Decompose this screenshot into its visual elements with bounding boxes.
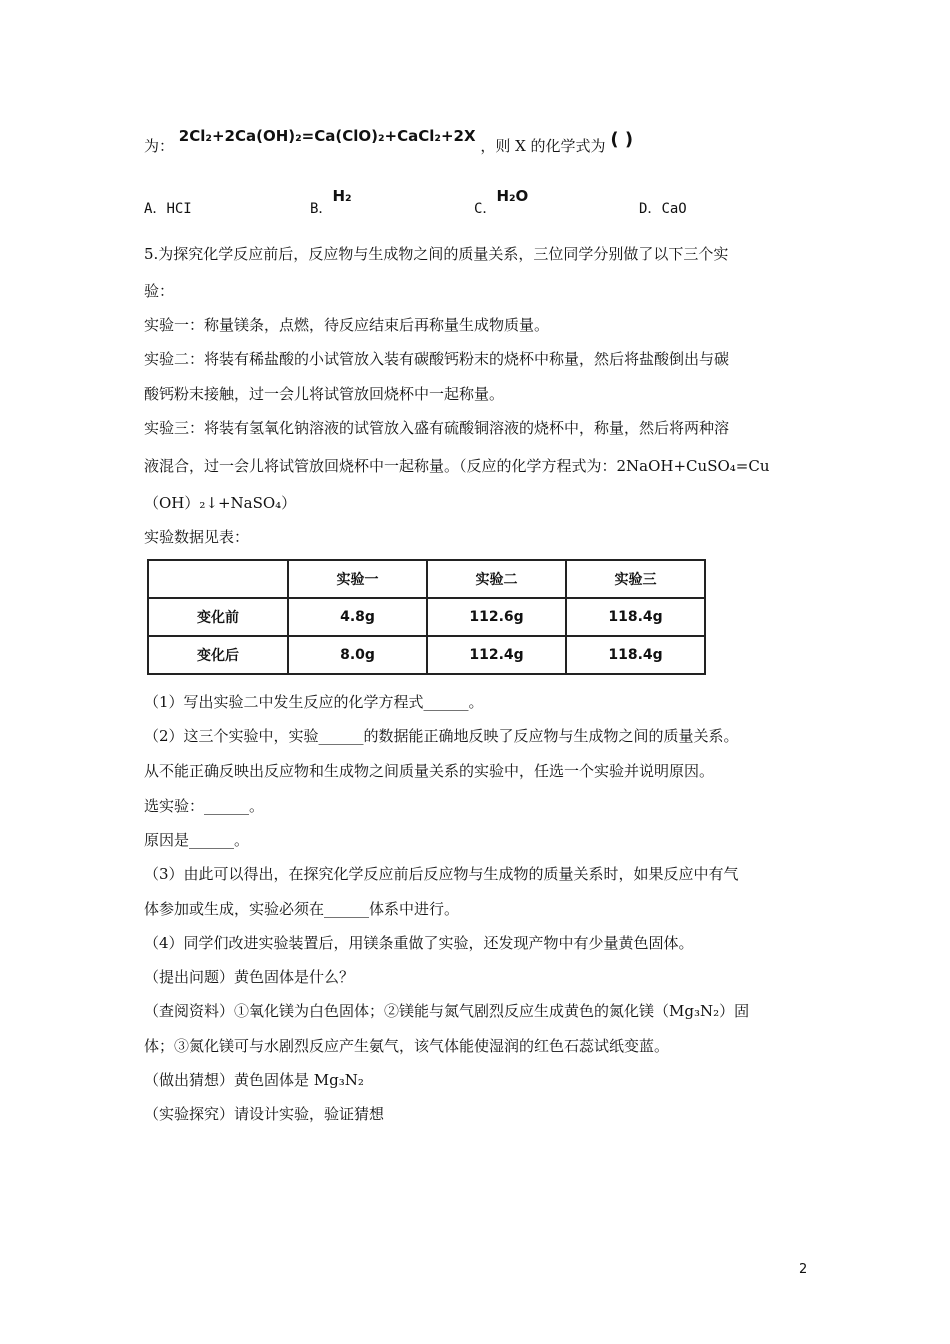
q5-exp2-2: 酸钙粉末接触，过一会儿将试管放回烧杯中一起称量。 (144, 385, 505, 403)
table-cell: 实验一 (288, 560, 427, 598)
table-row (148, 598, 705, 636)
option-label: D． (639, 201, 662, 217)
q5-part2-1: （2）这三个实验中，实验______的数据能正确地反映了反应物与生成物之间的质量关系。 (144, 727, 739, 745)
option-label: A． (144, 201, 167, 217)
table-row (148, 636, 705, 674)
q4-suffix: ，则 X 的化学式为 (480, 137, 606, 155)
table-caption: 实验数据见表： (144, 528, 250, 546)
q4-answer-paren: ( ) (610, 129, 634, 150)
q5-exp1: 实验一：称量镁条，点燃，待反应结束后再称量生成物质量。 (144, 316, 550, 334)
q5-intro-2: 验： (144, 282, 175, 300)
q5-part2-3: 选实验：______。 (144, 797, 265, 815)
q5-part3-1: （3）由此可以得出，在探究化学反应前后反应物与生成物的质量关系时，如果反应中有气 (144, 865, 739, 883)
option-label: C． (474, 201, 497, 217)
table-cell: 4.8g (288, 598, 427, 636)
table-cell: 变化前 (148, 598, 288, 636)
q5-exp3-1: 实验三：将装有氢氧化钠溶液的试管放入盛有硫酸铜溶液的烧杯中，称量，然后将两种溶 (144, 419, 730, 437)
table-cell: 112.4g (427, 636, 566, 674)
option-label: B． (310, 201, 333, 217)
q4-option-a (144, 198, 192, 218)
data-table (147, 559, 706, 675)
table-cell: 实验三 (566, 560, 705, 598)
q5-part4: （4）同学们改进实验装置后，用镁条重做了实验，还发现产物中有少量黄色固体。 (144, 934, 694, 952)
q5-part3-2: 体参加或生成，实验必须在______体系中进行。 (144, 900, 460, 918)
q5-guess: （做出猜想）黄色固体是 Mg₃N₂ (144, 1071, 364, 1089)
table-cell (148, 560, 288, 598)
option-value: H₂ (332, 187, 352, 205)
q5-ref-2: 体；③氮化镁可与水剧烈反应产生氨气，该气体能使湿润的红色石蕊试纸变蓝。 (144, 1037, 670, 1055)
table-cell: 118.4g (566, 598, 705, 636)
q5-exp3-3: （OH）₂↓+NaSO₄） (144, 494, 297, 512)
option-value: CaO (661, 201, 687, 217)
q5-exp2-1: 实验二：将装有稀盐酸的小试管放入装有碳酸钙粉末的烧杯中称量，然后将盐酸倒出与碳 (144, 350, 730, 368)
q5-part2-2: 从不能正确反映出反应物和生成物之间质量关系的实验中，任选一个实验并说明原因。 (144, 762, 715, 780)
option-value: H₂O (496, 187, 529, 205)
q4-option-d (639, 198, 687, 218)
q4-option-c (474, 187, 529, 218)
q5-part1: （1）写出实验二中发生反应的化学方程式______。 (144, 693, 484, 711)
table-cell: 112.6g (427, 598, 566, 636)
q5-part2-4: 原因是______。 (144, 831, 250, 849)
table-header-row (148, 560, 705, 598)
table-cell: 118.4g (566, 636, 705, 674)
q5-explore: （实验探究）请设计实验，验证猜想 (144, 1105, 385, 1123)
table-cell: 变化后 (148, 636, 288, 674)
q4-equation: 2Cl₂+2Ca(OH)₂=Ca(ClO)₂+CaCl₂+2X (178, 127, 476, 145)
q5-intro-1: 5.为探究化学反应前后，反应物与生成物之间的质量关系，三位同学分别做了以下三个实 (144, 245, 729, 263)
table-cell: 实验二 (427, 560, 566, 598)
page-number: 2 (799, 1262, 808, 1277)
q4-option-b (310, 187, 352, 218)
q4-stem (144, 127, 634, 156)
q5-ref-1: （查阅资料）①氧化镁为白色固体；②镁能与氮气剧烈反应生成黄色的氮化镁（Mg₃N₂）固 (144, 1002, 750, 1020)
table-cell: 8.0g (288, 636, 427, 674)
option-value: HCI (166, 201, 192, 217)
q4-prefix: 为： (144, 137, 175, 155)
q5-exp3-2: 液混合，过一会儿将试管放回烧杯中一起称量。（反应的化学方程式为：2NaOH+CuSO₄=Cu (144, 457, 770, 475)
q5-ask: （提出问题）黄色固体是什么？ (144, 968, 355, 986)
